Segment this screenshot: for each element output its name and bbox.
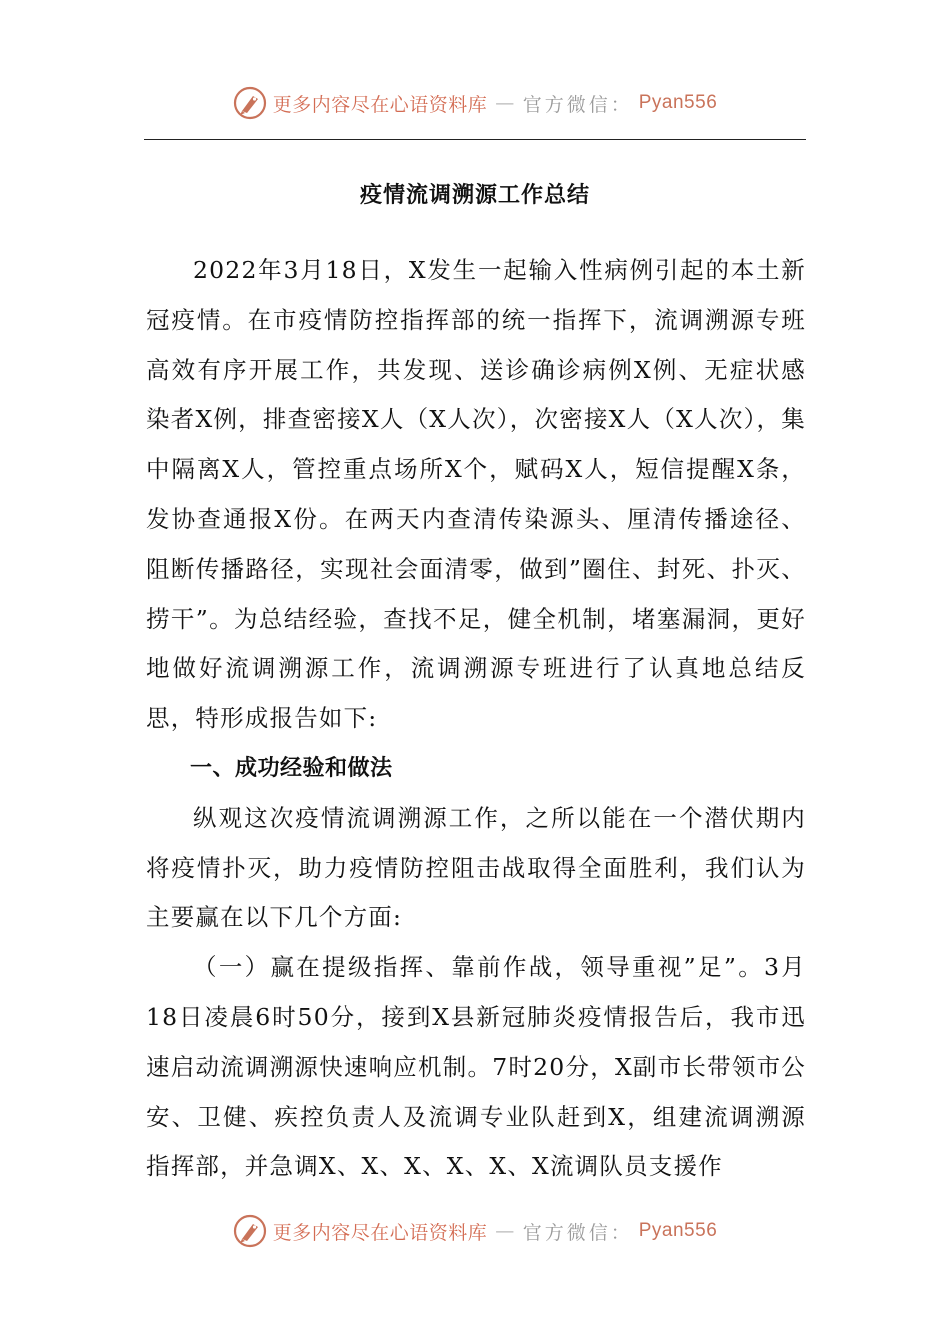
pen-nib-logo-icon — [233, 1214, 267, 1248]
watermark-label: 官方微信： — [522, 1221, 633, 1244]
header-divider — [144, 139, 806, 140]
watermark-label: 官方微信： — [522, 93, 633, 116]
point-one-paragraph: （一）赢在提级指挥、靠前作战，领导重视”足”。3月18日凌晨6时50分，接到X县新冠肺炎疫情报告后，我市迅速启动流调溯源快速响应机制。7时20分，X副市长带领市公安、卫健、疾控负责人及流调专业队赶到X，组建流调溯源指挥部，并急调X、X、X、X、X、X流调队员支援作 — [146, 953, 806, 1181]
intro-paragraph: 2022年3月18日，X发生一起输入性病例引起的本土新冠疫情。在市疫情防控指挥部的统一指挥下，流调溯源专班高效有序开展工作，共发现、送诊确诊病例X例、无症状感染者X例，排查密接X人（X人次），次密接X人（X人次），集中隔离X人，管控重点场所X个，赋码X人，短信提醒X条，发协查通报X份。在两天内查清传染源头、厘清传播途径、阻断传播路径，实现社会面清零，做到”圈住、封死、扑灭、捞干”。为总结经验，查找不足，健全机制，堵塞漏洞，更好地做好流调溯源工作，流调溯源专班进行了认真地总结反思，特形成报告如下: — [146, 256, 806, 733]
watermark-brand: 更多内容尽在心语资料库 — [272, 1221, 488, 1244]
watermark-account: Pyan556 — [638, 92, 718, 113]
watermark-brand: 更多内容尽在心语资料库 — [272, 93, 488, 116]
watermark-account: Pyan556 — [638, 1220, 718, 1241]
watermark-separator: — — [495, 92, 515, 114]
watermark-separator: — — [495, 1220, 515, 1242]
overview-paragraph: 纵观这次疫情流调溯源工作，之所以能在一个潜伏期内将疫情扑灭，助力疫情防控阻击战取得全面胜利，我们认为主要赢在以下几个方面: — [146, 803, 806, 932]
pen-nib-logo-icon — [233, 86, 267, 120]
section-heading: 一、成功经验和做法 — [190, 755, 393, 781]
watermark-header — [0, 86, 950, 120]
watermark-footer — [0, 1214, 950, 1248]
document-body — [146, 246, 806, 1192]
document-title: 疫情流调溯源工作总结 — [359, 182, 590, 208]
